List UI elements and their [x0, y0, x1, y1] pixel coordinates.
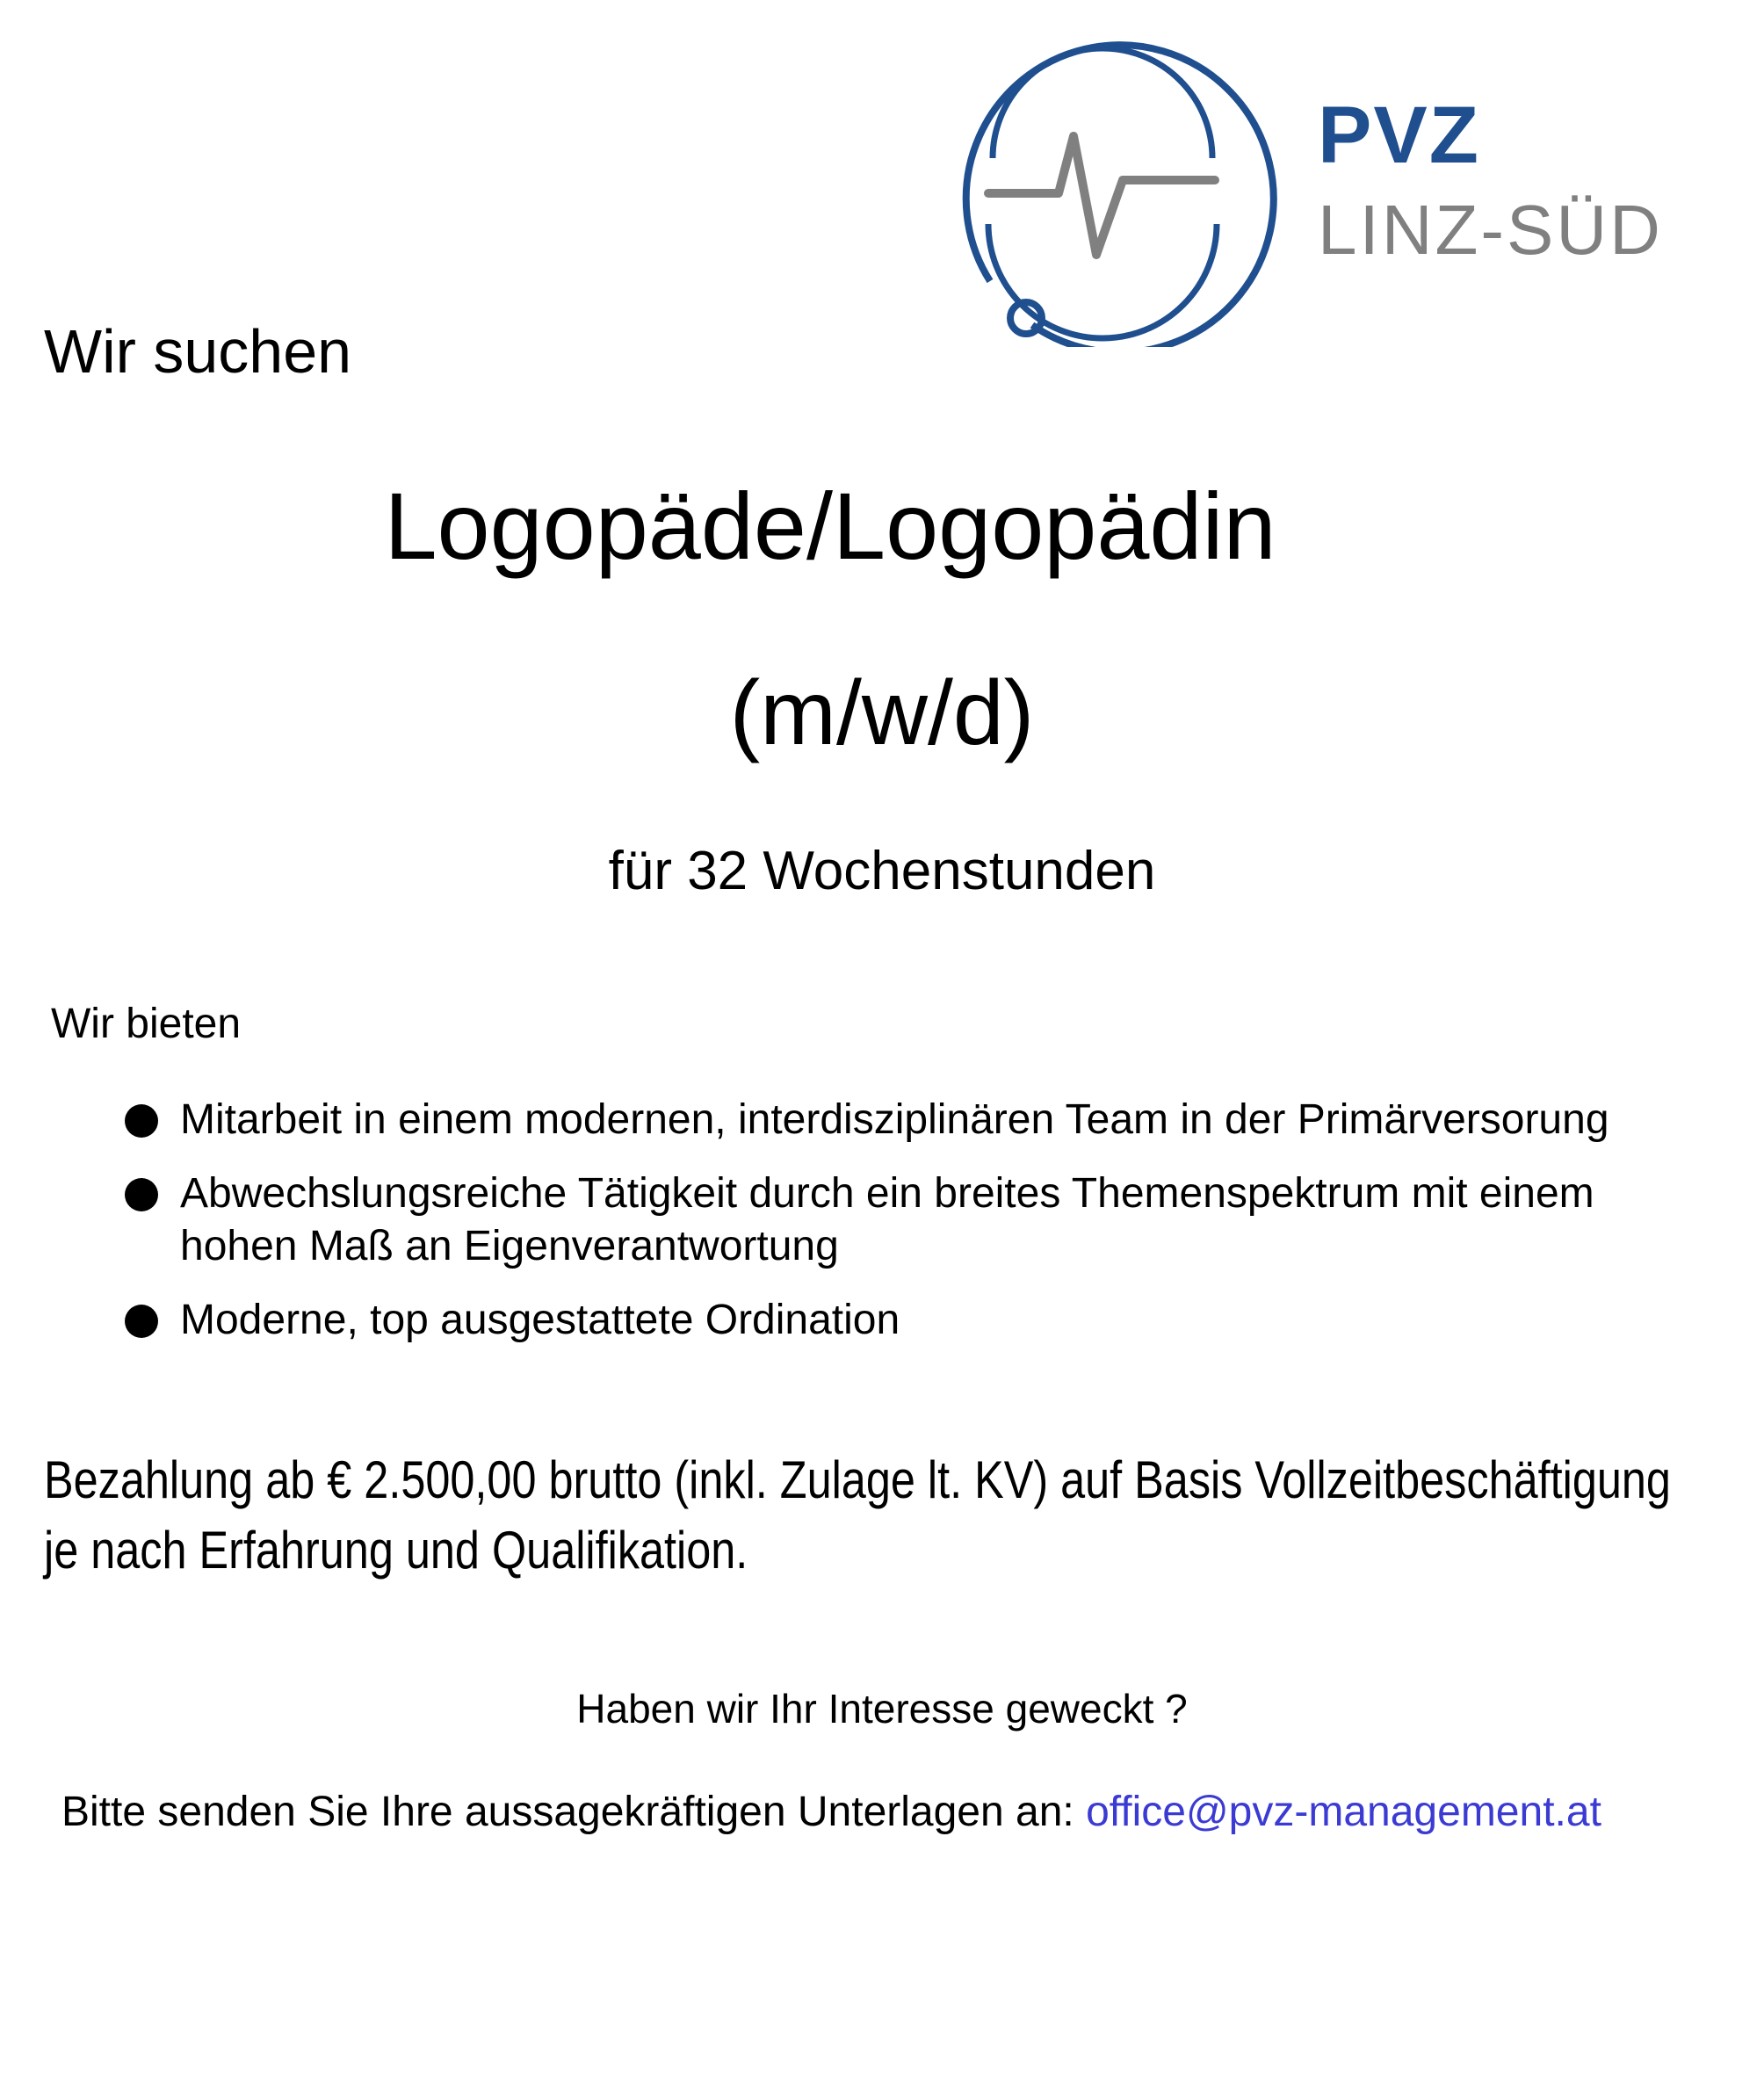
logo-text-pvz: PVZ	[1318, 90, 1480, 180]
gender-note: (m/w/d)	[729, 662, 1035, 764]
benefit-text: Abwechslungsreiche Tätigkeit durch ein breites Themenspektrum mit einem hohen Maß an Eigenverantwortung	[180, 1170, 1594, 1269]
bullet-icon	[125, 1104, 158, 1138]
job-title: Logopäde/Logopädin	[384, 473, 1276, 579]
bullet-icon	[125, 1178, 158, 1211]
benefit-list	[123, 1094, 1704, 1368]
salary-line-2: je nach Erfahrung und Qualifikation.	[44, 1521, 748, 1580]
intro-text: Wir suchen	[44, 317, 352, 386]
weekly-hours: für 32 Wochenstunden	[608, 841, 1156, 901]
contact-instruction-text: Bitte senden Sie Ihre aussagekräftigen Unterlagen an:	[61, 1789, 1087, 1835]
benefit-item	[123, 1094, 1704, 1146]
logo-text-linz-sued: LINZ-SÜD	[1318, 191, 1663, 269]
logo-heartbeat-icon	[936, 18, 1278, 347]
interest-question: Haben wir Ihr Interesse geweckt ?	[576, 1686, 1188, 1732]
bullet-icon	[125, 1305, 158, 1338]
contact-instruction	[61, 1789, 1601, 1836]
salary-line-1: Bezahlung ab € 2.500,00 brutto (inkl. Zulage lt. KV) auf Basis Vollzeitbeschäftigung	[44, 1450, 1671, 1509]
benefit-text: Mitarbeit in einem modernen, interdisziplinären Team in der Primärversorung	[180, 1096, 1609, 1143]
benefit-item	[123, 1168, 1704, 1273]
benefit-text: Moderne, top ausgestattete Ordination	[180, 1297, 900, 1343]
email-link[interactable]: office@pvz-management.at	[1086, 1789, 1601, 1835]
benefit-item	[123, 1294, 1704, 1347]
salary-info	[44, 1445, 1671, 1586]
offer-heading: Wir bieten	[51, 1001, 242, 1047]
